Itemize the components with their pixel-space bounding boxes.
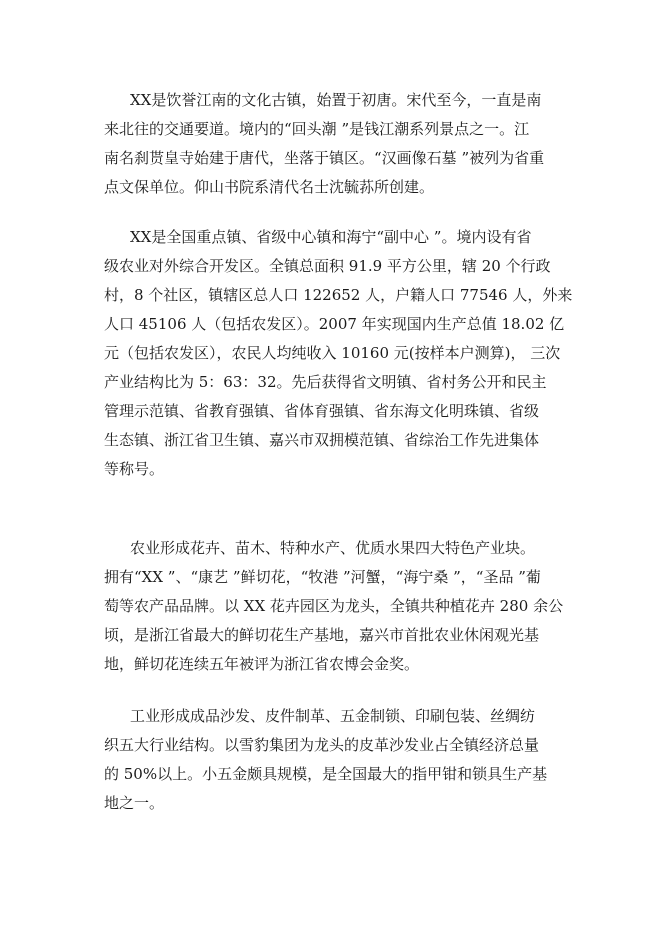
text-line: XX是饮誉江南的文化古镇，始置于初唐。宋代至今，一直是南 [130,91,542,109]
text-line: 织五大行业结构。以雪豹集团为龙头的皮革沙发业占全镇经济总量 [104,736,540,754]
text-line: 地，鲜切花连续五年被评为浙江省农博会金奖。 [104,655,420,673]
text-line: 产业结构比为 5：63：32。先后获得省文明镇、省村务公开和民主 [104,373,547,391]
text-line: 元（包括农发区），农民人均纯收入 10160 元(按样本户测算)， 三次 [104,344,561,362]
text-line: 工业形成成品沙发、皮件制革、五金制锁、印刷包装、丝绸纺 [130,707,536,725]
text-line: 点文保单位。仰山书院系清代名士沈毓荪所创建。 [104,178,435,196]
text-line: 来北往的交通要道。境内的“回头潮 ”是钱江潮系列景点之一。江 [104,120,530,138]
text-line: 南名刹贳皇寺始建于唐代，坐落于镇区。“汉画像石墓 ”被列为省重 [104,149,545,167]
text-line: 农业形成花卉、苗木、特种水产、优质水果四大特色产业块。 [130,539,536,557]
text-line: 地之一。 [104,794,165,812]
paragraph-history [104,86,564,202]
text-line: 拥有“XX ”、“康艺 ”鲜切花，“牧港 ”河蟹，“海宁桑 ”，“圣品 ”葡 [104,568,541,586]
text-line: XX是全国重点镇、省级中心镇和海宁“副中心 ”。境内设有省 [130,228,532,246]
text-line: 生态镇、浙江省卫生镇、嘉兴市双拥模范镇、省综治工作先进集体 [104,431,540,449]
text-line: 顷，是浙江省最大的鲜切花生产基地，嘉兴市首批农业休闲观光基 [104,626,540,644]
paragraph-overview [104,223,573,484]
paragraph-agriculture [104,534,564,679]
text-line: 等称号。 [104,460,165,478]
text-line: 人口 45106 人（包括农发区）。2007 年实现国内生产总值 18.02 亿 [104,315,565,333]
paragraph-industry [104,702,564,818]
text-line: 萄等农产品品牌。以 XX 花卉园区为龙头，全镇共种植花卉 280 余公 [104,597,564,615]
text-line: 级农业对外综合开发区。全镇总面积 91.9 平方公里，辖 20 个行政 [104,257,551,275]
text-line: 的 50%以上。小五金颇具规模，是全国最大的指甲钳和锁具生产基 [104,765,548,783]
text-line: 村，8 个社区，镇辖区总人口 122652 人，户籍人口 77546 人，外来 [104,286,573,304]
text-line: 管理示范镇、省教育强镇、省体育强镇、省东海文化明珠镇、省级 [104,402,540,420]
